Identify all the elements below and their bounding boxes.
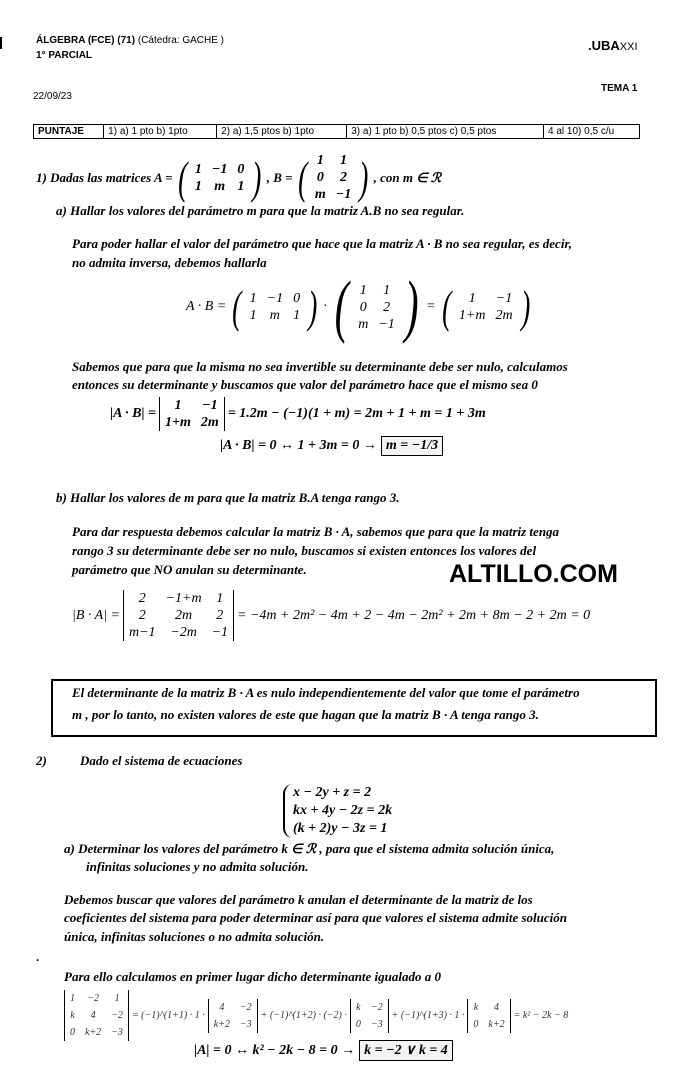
matrix-cell: −3	[370, 1018, 383, 1030]
conclusion-text: El determinante de la matriz B · A es nulo independientemente del valor que tome el parámetro	[72, 685, 580, 700]
margin-mark	[0, 37, 2, 49]
matrix-cell: −2m	[170, 625, 197, 640]
q2-number: 2)	[36, 753, 47, 768]
matrix-cell: 1	[340, 153, 348, 168]
header-exam: 1° PARCIAL	[36, 50, 93, 61]
matrix-cell: −1	[266, 291, 284, 306]
matrix-cell: −1	[378, 316, 395, 332]
matrix-cell: −2	[370, 1001, 383, 1013]
matrix-cell: k+2	[85, 1027, 102, 1038]
paragraph: rango 3 su determinante debe ser no nulo, buscamos si existen entonces los valores del	[72, 543, 537, 558]
q2a-title: infinitas soluciones y no admita solución.	[86, 859, 309, 874]
exam-date: 22/09/23	[33, 91, 72, 102]
matrix-cell: −1+m	[165, 591, 202, 606]
ab-product: A · B = ( 1 −1 0 1 m 1 ) · ( 1 1 0 2 m −1 ) = ( 1 −1 1+m 2m )	[186, 272, 533, 342]
matrix-cell: 2m	[200, 415, 219, 430]
matrix-cell: 1	[249, 308, 257, 323]
equation: x − 2y + z = 2	[293, 785, 372, 800]
matrix-cell: 0	[237, 161, 245, 177]
score-cell: 1) a) 1 pto b) 1pto	[104, 125, 217, 139]
paragraph: Para poder hallar el valor del parámetro que hace que la matriz A · B no sea regular, es decir,	[72, 236, 573, 251]
matrix-b: ( 1 1 0 2 m −1 )	[334, 268, 419, 345]
paragraph: Para ello calculamos en primer lugar dicho determinante igualado a 0	[64, 969, 442, 984]
matrix-cell: 4	[219, 1001, 225, 1013]
matrix-cell: −1	[202, 398, 218, 413]
result-box: m = −1/3	[381, 436, 443, 456]
matrix-cell: 1	[293, 308, 301, 323]
matrix-cell: −2	[87, 993, 99, 1004]
matrix-cell: −1	[211, 161, 228, 177]
matrix-cell: 1	[194, 178, 202, 194]
matrix-ba-det	[123, 590, 234, 641]
equation: (k + 2)y − 3z = 1	[293, 821, 388, 836]
score-table	[33, 124, 640, 139]
final-equation: |A| = 0 ↔ k² − 2k − 8 = 0 → k = −2 ∨ k = 4	[194, 1040, 453, 1061]
header-subject: ÁLGEBRA (FCE) (71) (Cátedra: GACHE )	[36, 35, 224, 46]
matrix-cell: 1	[249, 291, 257, 306]
paragraph: no admita inversa, debemos hallarla	[72, 255, 267, 270]
matrix-cell: −1	[335, 187, 352, 202]
minor-det	[467, 999, 510, 1033]
matrix-cell: k	[70, 1010, 75, 1021]
minor-det	[208, 999, 258, 1033]
score-cell: 4 al 10) 0,5 c/u	[544, 125, 640, 139]
paragraph: única, infinitas soluciones o no admita solución.	[64, 929, 325, 944]
matrix-cell: k+2	[213, 1018, 230, 1030]
matrix-cell: 1	[70, 993, 75, 1004]
matrix-cell: m	[269, 308, 280, 323]
matrix-cell: 0	[355, 1018, 361, 1030]
matrix-b: ( 1 1 0 2 m −1 )	[297, 151, 369, 203]
matrix-cell: 1	[194, 161, 202, 177]
matrix-cell: 0	[359, 299, 367, 315]
matrix-cell: −1	[211, 625, 229, 640]
matrix-cell: 2m	[175, 608, 193, 623]
paragraph: Sabemos que para que la misma no sea invertible su determinante debe ser nulo, calculamos	[72, 359, 568, 374]
score-cell: 2) a) 1,5 ptos b) 1pto	[217, 125, 347, 139]
q1-statement: 1) Dadas las matrices A = ( 1 −1 0 1 m 1 ) , B = ( 1 1 0 2 m −1 ) , con m ∈ ℛ	[36, 151, 442, 203]
uba-logo: .UBAXXI	[588, 38, 638, 53]
equation: kx + 4y − 2z = 2k	[293, 803, 393, 818]
matrix-a: ( 1 −1 0 1 m 1 )	[177, 151, 262, 203]
matrix-cell: 1	[316, 153, 324, 168]
matrix-cell: 1	[237, 178, 245, 194]
conclusion-text: m , por lo tanto, no existen valores de este que hagan que la matriz B · A tenga rango 3.	[72, 707, 539, 722]
cofactor-expansion: 1 −2 1 k 4 −2 0 k+2 −3 = (−1)^(1+1) · 1 · 4 −2 k+2 −3 + (−1)^(1+2) · (−2) · k −2 0 −3 + (−1)^(1+3) · 1 · k 4 0 k+2 = k² − 2k − 8	[64, 990, 568, 1041]
matrix-cell: 0	[293, 291, 301, 306]
q1b-title: b) Hallar los valores de m para que la matriz B.A tenga rango 3.	[56, 490, 400, 505]
matrix-cell: k	[356, 1001, 361, 1013]
matrix-cell: −2	[111, 1010, 123, 1021]
matrix-cell: 1+m	[458, 308, 486, 323]
matrix-cell: 0	[316, 170, 324, 185]
matrix-cell: m	[314, 187, 326, 202]
paragraph: parámetro que NO anulan su determinante.	[72, 562, 307, 577]
coef-matrix-det	[64, 990, 129, 1041]
matrix-cell: 1	[174, 398, 182, 413]
equation-system	[283, 784, 392, 838]
det-ab-zero: |A · B| = 0 ↔ 1 + 3m = 0 → m = −1/3	[220, 436, 443, 456]
matrix-cell: m	[214, 178, 226, 194]
bullet: .	[36, 950, 39, 964]
matrix-cell: k	[473, 1001, 479, 1013]
matrix-cell: −3	[239, 1018, 252, 1030]
matrix-cell: 0	[473, 1018, 479, 1030]
matrix-cell: 1	[114, 993, 120, 1004]
matrix-cell: m−1	[129, 625, 156, 640]
matrix-a: ( 1 −1 0 1 m 1 )	[232, 281, 318, 332]
matrix-cell: 1	[383, 282, 391, 298]
score-cell: 3) a) 1 pto b) 0,5 ptos c) 0,5 ptos	[347, 125, 544, 139]
q2a-title: a) Determinar los valores del parámetro k ∈ ℛ , para que el sistema admita solución única,	[64, 841, 555, 856]
paragraph: Debemos buscar que valores del parámetro k anulan el determinante de la matriz de los	[64, 892, 533, 907]
matrix-ab-det	[159, 397, 225, 431]
matrix-cell: −1	[495, 291, 513, 306]
matrix-cell: −3	[111, 1027, 123, 1038]
matrix-cell: 2	[138, 591, 146, 606]
matrix-cell: 0	[70, 1027, 75, 1038]
q2-statement: Dado el sistema de ecuaciones	[80, 753, 243, 768]
theme-label: TEMA 1	[601, 83, 638, 94]
matrix-cell: m	[358, 316, 369, 332]
matrix-cell: 2	[383, 299, 391, 315]
watermark: ALTILLO.COM	[449, 560, 618, 588]
matrix-cell: 4	[90, 1010, 96, 1021]
matrix-cell: 1+m	[165, 415, 191, 430]
det-ba: |B · A| = 2 −1+m 1 2 2m 2 m−1 −2m −1 = −4m + 2m² − 4m + 2 − 4m − 2m² + 2m + 8m − 2 + 2m = 0	[72, 591, 591, 640]
paragraph: Para dar respuesta debemos calcular la matriz B · A, sabemos que para que la matriz tenga	[72, 524, 560, 539]
matrix-cell: 2m	[495, 308, 513, 323]
matrix-cell: 2	[138, 608, 146, 623]
result-box: k = −2 ∨ k = 4	[359, 1040, 453, 1061]
matrix-cell: −2	[239, 1001, 252, 1013]
matrix-cell: 1	[359, 282, 367, 298]
matrix-cell: 2	[340, 170, 348, 185]
matrix-cell: 4	[494, 1001, 500, 1013]
paragraph: coeficientes del sistema para poder determinar así para que valores el sistema admite solución	[64, 910, 567, 925]
minor-det	[350, 999, 389, 1033]
det-ab: |A · B| = 1 −1 1+m 2m = 1.2m − (−1)(1 + m) = 2m + 1 + m = 1 + 3m	[110, 398, 486, 430]
matrix-cell: 1	[216, 591, 224, 606]
matrix-cell: 2	[216, 608, 224, 623]
q1a-title: a) Hallar los valores del parámetro m para que la matriz A.B no sea regular.	[56, 203, 465, 218]
matrix-ab: ( 1 −1 1+m 2m )	[441, 281, 530, 332]
score-cell: PUNTAJE	[34, 125, 104, 139]
matrix-cell: k+2	[488, 1018, 505, 1030]
paragraph: entonces su determinante y buscamos que valor del parámetro hace que el mismo sea 0	[72, 377, 538, 392]
matrix-cell: 1	[468, 291, 476, 306]
